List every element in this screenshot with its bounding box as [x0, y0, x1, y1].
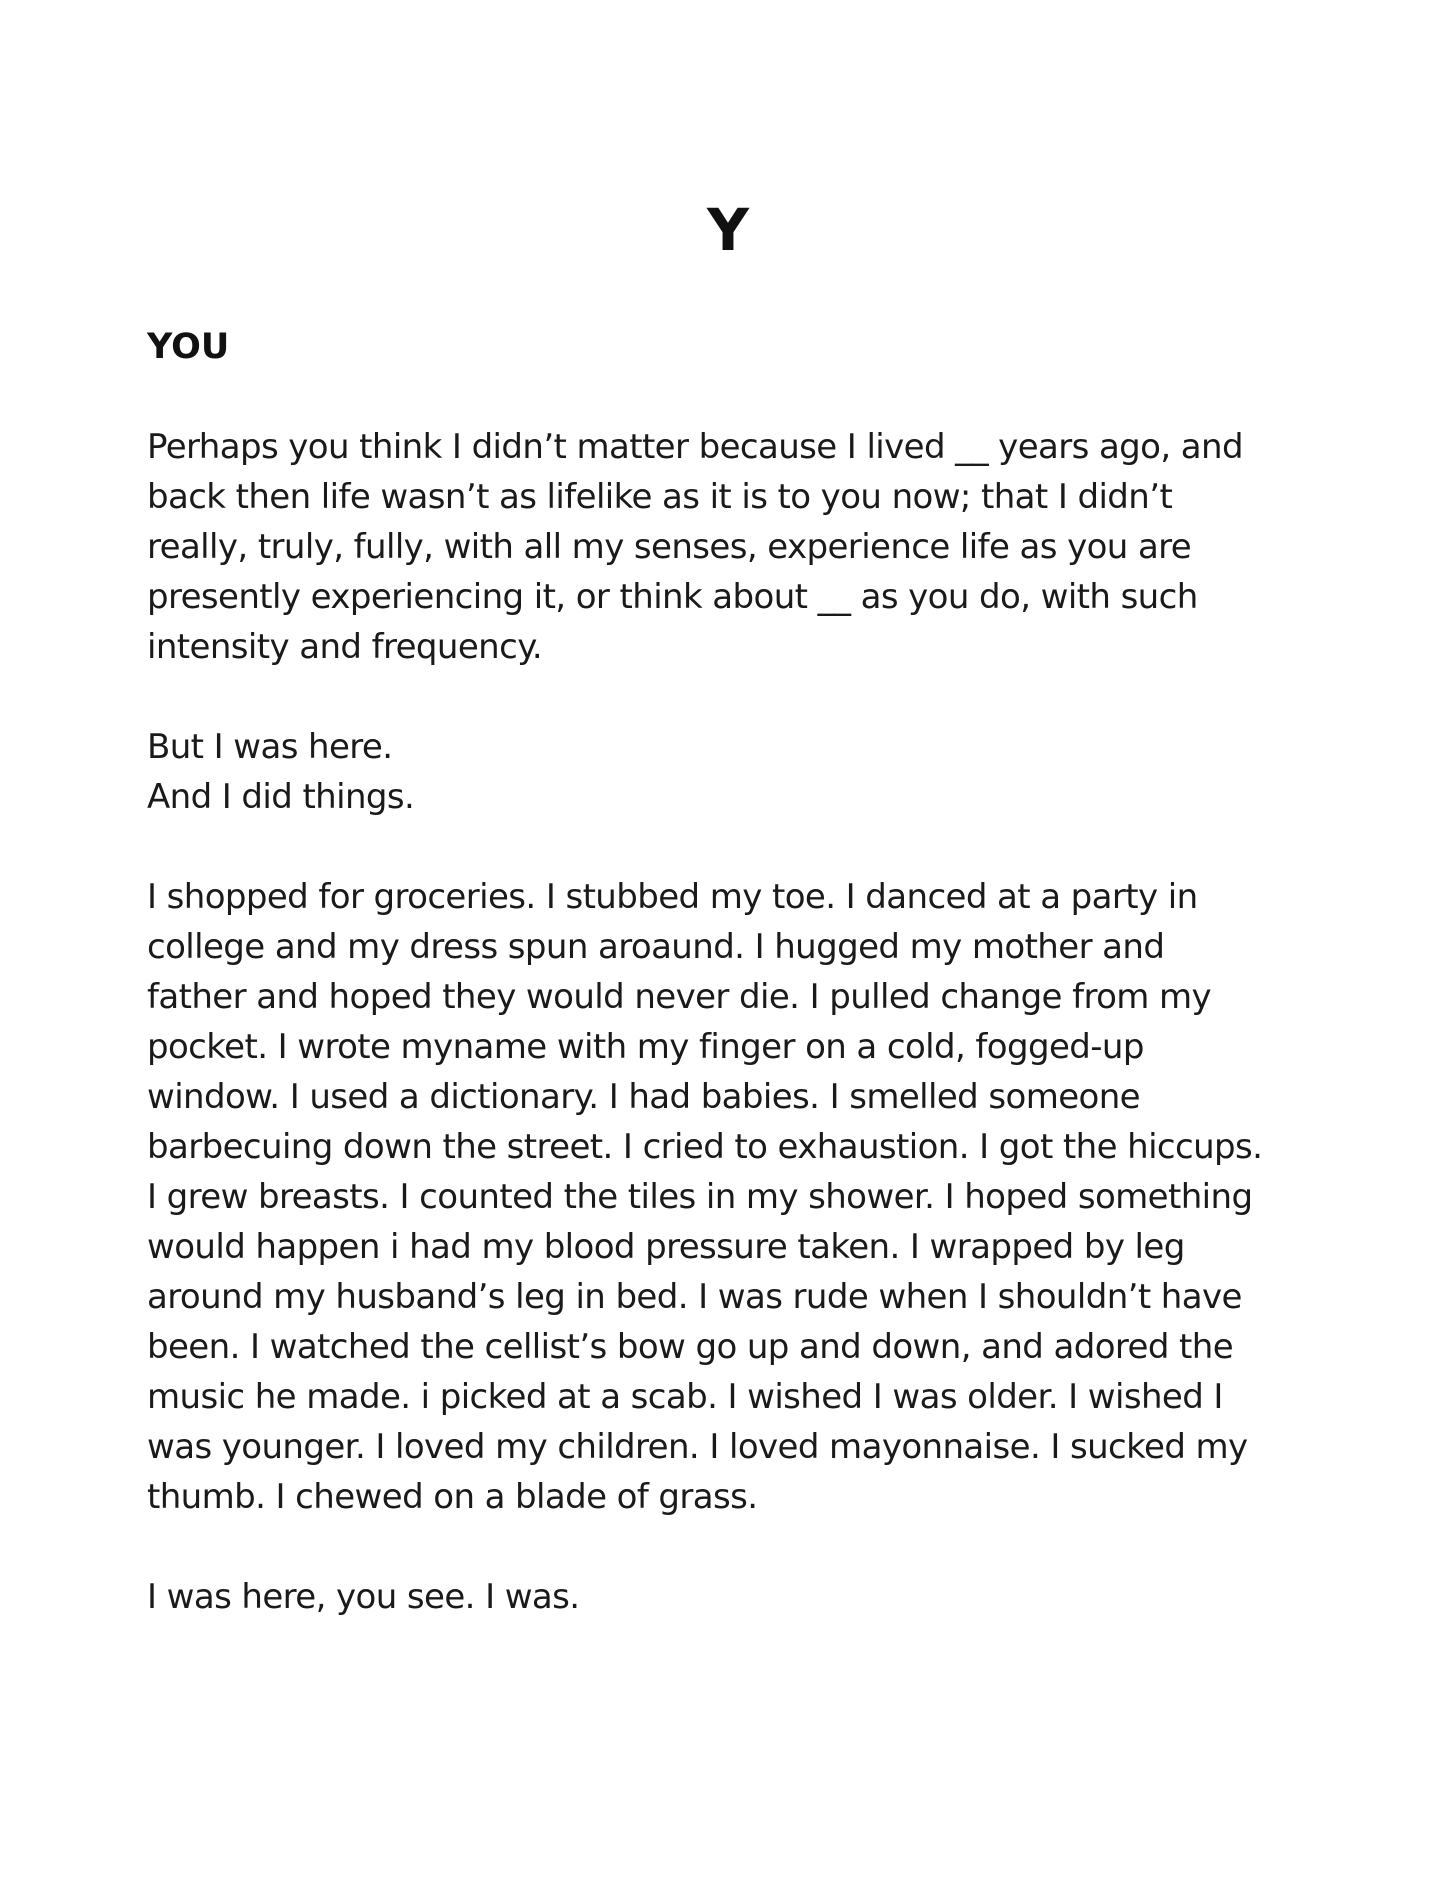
paragraph-line: would happen i had my blood pressure taken. I wrapped by leg — [147, 1227, 1185, 1267]
paragraph-line: father and hoped they would never die. I pulled change from my — [147, 977, 1212, 1017]
paragraph-line: around my husband’s leg in bed. I was rude when I shouldn’t have — [147, 1277, 1242, 1317]
paragraph-line: music he made. i picked at a scab. I wished I was older. I wished I — [147, 1377, 1223, 1417]
document-body — [147, 322, 1347, 1672]
paragraph-line: intensity and frequency. — [147, 627, 543, 667]
paragraph-things-i-did — [147, 872, 1347, 1522]
paragraph-but-i-was-here — [147, 722, 1347, 822]
paragraph-line: Perhaps you think I didn’t matter because I lived __ years ago, and — [147, 427, 1243, 467]
paragraph-line: presently experiencing it, or think about __ as you do, with such — [147, 577, 1198, 617]
paragraph-line: been. I watched the cellist’s bow go up and down, and adored the — [147, 1327, 1234, 1367]
paragraph-line: was younger. I loved my children. I loved mayonnaise. I sucked my — [147, 1427, 1248, 1467]
paragraph-line: thumb. I chewed on a blade of grass. — [147, 1477, 758, 1517]
paragraph-line: And I did things. — [147, 777, 415, 817]
paragraph-line: I was here, you see. I was. — [147, 1577, 580, 1617]
section-title: YOU — [147, 327, 230, 367]
paragraph-line: back then life wasn’t as lifelike as it is to you now; that I didn’t — [147, 477, 1173, 517]
paragraph-line: I grew breasts. I counted the tiles in my shower. I hoped something — [147, 1177, 1253, 1217]
paragraph-line: really, truly, fully, with all my senses, experience life as you are — [147, 527, 1192, 567]
paragraph-line: pocket. I wrote myname with my finger on a cold, fogged-up — [147, 1027, 1144, 1067]
paragraph-line: barbecuing down the street. I cried to exhaustion. I got the hiccups. — [147, 1127, 1263, 1167]
paragraph-line: I shopped for groceries. I stubbed my toe. I danced at a party in — [147, 877, 1198, 917]
chapter-letter: Y — [707, 196, 749, 264]
paragraph-intro — [147, 422, 1347, 672]
paragraph-line: window. I used a dictionary. I had babies. I smelled someone — [147, 1077, 1140, 1117]
paragraph-line: But I was here. — [147, 727, 393, 767]
paragraph-line: college and my dress spun aroaund. I hugged my mother and — [147, 927, 1165, 967]
paragraph-closing — [147, 1572, 1347, 1622]
